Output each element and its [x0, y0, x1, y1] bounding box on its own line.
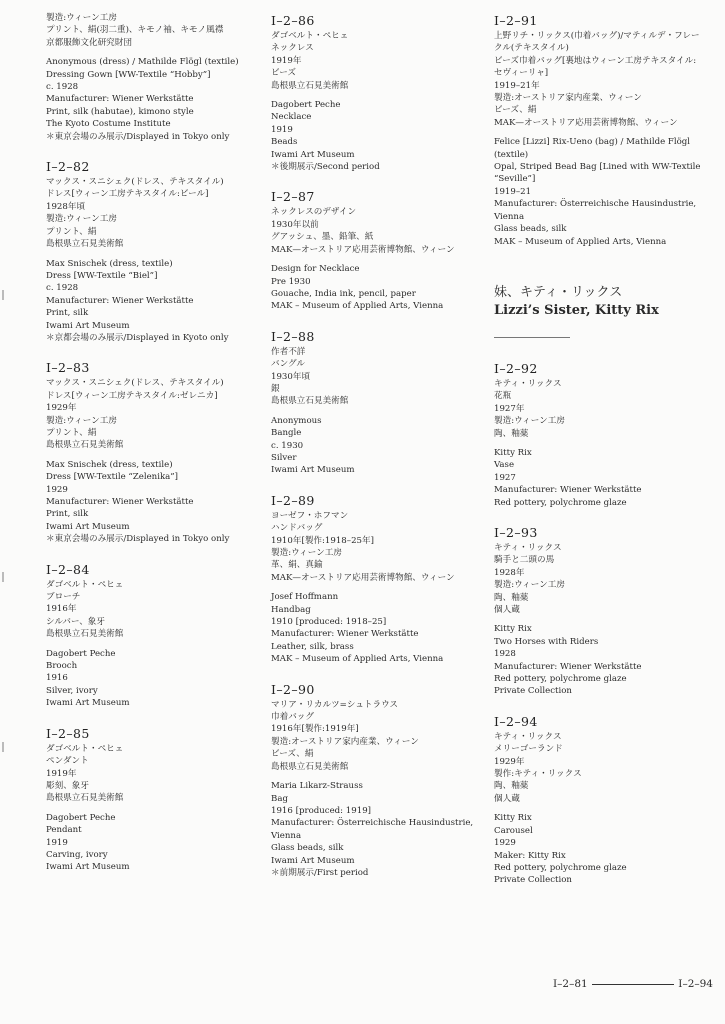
footer-range-start: I–2–81	[553, 978, 588, 990]
entry-line: 1919–21年	[494, 80, 540, 91]
entry-line: 花瓶	[494, 391, 512, 402]
entry-line: MAK—オーストリア応用芸術博物館、ウィーン	[271, 572, 455, 583]
entry-line: MAK – Museum of Applied Arts, Vienna	[271, 301, 444, 312]
entry-line: 1929	[494, 838, 516, 849]
entry-line: 島根県立石見美術館	[46, 440, 124, 451]
entry-line: 作者不詳	[271, 346, 306, 357]
entry-line: ドレス[ウィーン工房テキスタイル:ビール]	[46, 189, 209, 200]
entry-line: c. 1930	[271, 440, 304, 451]
entry-line: Max Snischek (dress, textile)	[46, 258, 173, 269]
catalog-column-2	[271, 12, 486, 879]
entry-line: ビーズ、絹	[494, 105, 537, 116]
entry-line: 製造:ウィーン工房	[494, 416, 565, 427]
entry-line: 島根県立石見美術館	[271, 80, 349, 91]
entry-number: I–2–89	[271, 492, 315, 508]
entry-number: I–2–91	[494, 13, 538, 28]
entry-line: プリント、絹	[46, 427, 97, 438]
entry-line: メリーゴーランド	[494, 744, 563, 755]
entry-gap	[271, 256, 486, 263]
entry-number: I–2–85	[46, 725, 90, 741]
entry-line: Vase	[494, 460, 515, 471]
entry-line: Silver	[271, 452, 297, 463]
catalog-column-3	[494, 12, 716, 887]
binding-mark	[2, 572, 4, 582]
footer-rule	[592, 984, 675, 985]
entry-line: ブローチ	[46, 592, 81, 603]
entry-line: 1916 [produced: 1919]	[271, 805, 372, 816]
entry-gap	[271, 92, 486, 99]
entry-line: 島根県立石見美術館	[46, 629, 124, 640]
catalog-entry	[494, 360, 716, 509]
catalog-column-3-bottom	[494, 360, 716, 887]
entry-line: Iwami Art Museum	[46, 862, 130, 873]
entry-line: 1919–21	[494, 186, 532, 197]
catalog-entry	[46, 561, 271, 710]
entry-line: 1928年頃	[46, 201, 86, 212]
entry-line: Kitty Rix	[494, 813, 532, 824]
entry-line: Manufacturer: Wiener Werkstätte	[494, 485, 642, 496]
entry-line: Brooch	[46, 661, 78, 672]
entry-line: Max Snischek (dress, textile)	[46, 459, 173, 470]
entry-line: 1919	[46, 837, 68, 848]
entry-line: Bag	[271, 793, 288, 804]
entry-line: 1930年以前	[271, 219, 319, 230]
entry-line: ヨーゼフ・ホフマン	[271, 510, 349, 521]
entry-line: 1916年	[46, 604, 77, 615]
entry-line: 島根県立石見美術館	[271, 396, 349, 407]
entry-line: 上野リチ・リックス(巾着バッグ)/マティルデ・フレー	[494, 31, 700, 41]
entry-line: Manufacturer: Wiener Werkstätte	[46, 94, 194, 105]
entry-line: Manufacturer: Wiener Werkstätte	[46, 497, 194, 507]
entry-gap	[271, 773, 486, 780]
entry-line: ネックレス	[271, 43, 314, 54]
entry-line: Gouache, India ink, pencil, paper	[271, 288, 416, 299]
section-heading	[494, 284, 716, 338]
entry-line: セヴィーリャ]	[494, 68, 549, 79]
entry-line: Print, silk (habutae), kimono style	[46, 106, 194, 117]
entry-line: 京都服飾文化研究財団	[46, 37, 132, 48]
entry-line: ＊東京会場のみ展示/Displayed in Tokyo only	[46, 534, 230, 545]
entry-line: 製造:ウィーン工房	[271, 548, 342, 558]
entry-line: 製造:オーストリア家内産業、ウィーン	[494, 93, 642, 104]
entry-line: キティ・リックス	[494, 378, 562, 389]
entry-gap	[46, 452, 271, 459]
entry-gap	[46, 805, 271, 812]
entry-line: 1927年	[494, 403, 525, 414]
entry-gap	[271, 584, 486, 591]
entry-line: Necklace	[271, 112, 312, 123]
entry-line: Bangle	[271, 428, 302, 439]
catalog-entry	[271, 12, 486, 173]
entry-line: Vienna	[271, 830, 302, 841]
entry-line: Vienna	[494, 211, 525, 222]
entry-line: ビーズ	[271, 68, 297, 79]
entry-line: ＊前期展示/First period	[271, 867, 369, 878]
entry-line: Manufacturer: Wiener Werkstätte	[494, 661, 642, 672]
entry-line: 1916年[製作:1919年]	[271, 724, 359, 735]
catalog-entry	[271, 681, 486, 880]
entry-line: MAK – Museum of Applied Arts, Vienna	[271, 654, 444, 665]
entry-line: ダゴベルト・ペヒェ	[271, 31, 349, 41]
entry-line: マックス・スニシェク(ドレス、テキスタイル)	[46, 177, 224, 188]
entry-line: 個人蔵	[494, 605, 520, 615]
catalog-entry	[271, 188, 486, 312]
entry-line: 製造:ウィーン工房	[46, 214, 117, 225]
entry-line: Iwami Art Museum	[46, 521, 130, 532]
entry-line: (textile)	[494, 149, 529, 160]
entry-line: Manufacturer: Österreichische Hausindustrie,	[494, 199, 697, 210]
entry-line: c. 1928	[46, 283, 79, 294]
entry-line: Pendant	[46, 825, 82, 836]
entry-line: Felice [Lizzi] Rix-Ueno (bag) / Mathilde Flögl	[494, 137, 691, 148]
entry-line: c. 1928	[46, 82, 79, 93]
catalog-column-3-top	[494, 12, 716, 248]
entry-line: 彫刻、象牙	[46, 780, 89, 791]
entry-line: 1927	[494, 472, 516, 483]
entry-line: プリント、絹	[46, 226, 97, 237]
entry-line: The Kyoto Costume Institute	[46, 119, 171, 130]
entry-line: Private Collection	[494, 686, 572, 697]
entry-line: 製造:ウィーン工房	[494, 580, 565, 591]
footer-range-end: I–2–94	[678, 978, 713, 990]
entry-line: Two Horses with Riders	[494, 636, 599, 647]
entry-line: Silver, ivory	[46, 685, 98, 696]
entry-line: ネックレスのデザイン	[271, 207, 357, 218]
entry-line: 1929	[46, 484, 68, 495]
entry-line: Handbag	[271, 604, 311, 615]
entry-line: ダゴベルト・ペヒェ	[46, 579, 124, 590]
entry-line: ビーズ巾着バッグ[裏地はウィーン工房テキスタイル:	[494, 55, 697, 66]
entry-number: I–2–83	[46, 360, 90, 376]
section-title-ja: 妹、キティ・リックス	[494, 284, 623, 300]
entry-line: 巾着バッグ	[271, 712, 314, 723]
entry-line: 島根県立石見美術館	[46, 793, 124, 804]
entry-line: 製造:ウィーン工房	[46, 13, 117, 23]
entry-line: 1928年	[494, 567, 525, 578]
entry-number: I–2–93	[494, 524, 538, 540]
entry-gap	[46, 641, 271, 648]
entry-line: 1916	[46, 673, 68, 684]
entry-line: Dress [WW-Textile “Biel”]	[46, 270, 158, 281]
entry-line: ペンダント	[46, 756, 89, 767]
entry-line: Print, silk	[46, 308, 89, 319]
catalog-entry	[46, 359, 271, 545]
entry-line: 製造:オーストリア家内産業、ウィーン	[271, 736, 419, 747]
binding-mark	[2, 742, 4, 752]
entry-number: I–2–82	[46, 159, 90, 175]
entry-line: Josef Hoffmann	[271, 592, 339, 603]
entry-number: I–2–86	[271, 13, 315, 28]
binding-mark	[2, 290, 4, 300]
entry-line: Pre 1930	[271, 276, 311, 287]
entry-line: 1910 [produced: 1918–25]	[271, 617, 387, 628]
entry-line: 1929年	[46, 403, 77, 414]
entry-line: 個人蔵	[494, 793, 520, 804]
entry-line: シルバー、象牙	[46, 616, 105, 627]
entry-line: Carving, ivory	[46, 849, 108, 860]
entry-line: Kitty Rix	[494, 447, 532, 458]
entry-line: Maria Likarz-Strauss	[271, 781, 363, 792]
entry-line: ＊後期展示/Second period	[271, 162, 380, 173]
entry-line: キティ・リックス	[494, 731, 562, 742]
entry-line: 島根県立石見美術館	[46, 239, 124, 250]
entry-line: Opal, Striped Bead Bag [Lined with WW-Textile	[494, 162, 701, 173]
entry-line: ＊東京会場のみ展示/Displayed in Tokyo only	[46, 131, 230, 142]
entry-gap	[494, 805, 716, 812]
entry-line: Red pottery, polychrome glaze	[494, 862, 627, 873]
entry-line: “Seville”]	[494, 174, 536, 185]
catalog-entry	[271, 328, 486, 477]
entry-line: 革、絹、真鍮	[271, 560, 323, 571]
catalog-entry	[46, 12, 271, 143]
entry-line: グアッシュ、墨、鉛筆、紙	[271, 232, 374, 243]
entry-line: Iwami Art Museum	[46, 320, 130, 331]
entry-line: Manufacturer: Wiener Werkstätte	[271, 629, 419, 640]
entry-gap	[271, 408, 486, 415]
entry-line: Dress [WW-Textile “Zelenika”]	[46, 472, 179, 483]
entry-number: I–2–94	[494, 713, 538, 729]
entry-number: I–2–87	[271, 189, 315, 205]
catalog-entry	[494, 12, 716, 248]
entry-gap	[494, 129, 716, 136]
entry-line: 1919	[271, 124, 293, 135]
entry-gap	[46, 251, 271, 258]
entry-line: Red pottery, polychrome glaze	[494, 674, 627, 685]
entry-line: Carousel	[494, 825, 533, 836]
entry-line: Beads	[271, 137, 298, 148]
entry-line: Anonymous	[271, 415, 322, 426]
entry-line: Iwami Art Museum	[46, 698, 130, 709]
entry-line: Iwami Art Museum	[271, 465, 355, 476]
entry-line: 陶、釉薬	[494, 592, 529, 603]
entry-line: ドレス[ウィーン工房テキスタイル:ゼレニカ]	[46, 390, 218, 401]
entry-line: Leather, silk, brass	[271, 641, 354, 652]
entry-line: 1930年頃	[271, 371, 311, 382]
entry-number: I–2–90	[271, 681, 315, 697]
catalog-entry	[271, 492, 486, 666]
entry-line: プリント、絹(羽二重)、キモノ袖、キモノ風襟	[46, 25, 224, 36]
entry-number: I–2–92	[494, 360, 538, 376]
entry-line: Glass beads, silk	[271, 843, 344, 854]
page-range-footer	[553, 977, 713, 991]
entry-line: Dressing Gown [WW-Textile “Hobby”]	[46, 69, 211, 80]
entry-line: 島根県立石見美術館	[271, 761, 349, 772]
entry-line: ビーズ、絹	[271, 749, 314, 760]
section-title-en: Lizzi’s Sister, Kitty Rix	[494, 302, 659, 318]
entry-line: 1928	[494, 649, 516, 660]
entry-line: 1919年	[46, 768, 77, 779]
entry-line: 製作:キティ・リックス	[494, 769, 582, 780]
entry-line: 騎手と二頭の馬	[494, 555, 555, 566]
entry-line: ハンドバッグ	[271, 523, 323, 534]
entry-line: Design for Necklace	[271, 264, 360, 275]
entry-line: キティ・リックス	[494, 542, 562, 553]
entry-line: 製造:ウィーン工房	[46, 415, 117, 426]
entry-line: マックス・スニシェク(ドレス、テキスタイル)	[46, 378, 224, 389]
entry-line: ダゴベルト・ペヒェ	[46, 743, 124, 754]
entry-line: Dagobert Peche	[46, 812, 116, 823]
entry-line: Iwami Art Museum	[271, 855, 355, 866]
entry-gap	[494, 616, 716, 623]
entry-line: MAK – Museum of Applied Arts, Vienna	[494, 236, 667, 247]
entry-line: ＊京都会場のみ展示/Displayed in Kyoto only	[46, 332, 229, 343]
entry-number: I–2–84	[46, 561, 90, 577]
entry-line: Anonymous (dress) / Mathilde Flögl (textile)	[46, 57, 239, 68]
entry-line: マリア・リカルツ=シュトラウス	[271, 699, 398, 710]
entry-line: 1929年	[494, 756, 525, 767]
entry-line: 1910年[製作:1918–25年]	[271, 535, 374, 546]
entry-line: Red pottery, polychrome glaze	[494, 497, 627, 508]
entry-line: Iwami Art Museum	[271, 149, 355, 160]
entry-line: 陶、釉薬	[494, 781, 529, 792]
entry-line: Dagobert Peche	[271, 100, 341, 111]
catalog-entry	[46, 725, 271, 874]
catalog-entry	[494, 713, 716, 887]
entry-line: Private Collection	[494, 875, 572, 886]
entry-line: 銀	[271, 383, 280, 394]
entry-line: MAK—オーストリア応用芸術博物館、ウィーン	[271, 244, 455, 255]
catalog-column-1	[46, 12, 271, 874]
entry-line: Dagobert Peche	[46, 648, 116, 659]
entry-line: Glass beads, silk	[494, 224, 567, 235]
entry-line: バングル	[271, 359, 305, 370]
catalog-entry	[494, 524, 716, 698]
entry-line: MAK—オーストリア応用芸術博物館、ウィーン	[494, 117, 678, 128]
entry-line: Manufacturer: Österreichische Hausindustrie,	[271, 818, 474, 829]
catalog-entry	[46, 158, 271, 344]
entry-line: クル(テキスタイル)	[494, 43, 569, 54]
entry-gap	[46, 49, 271, 56]
entry-gap	[494, 440, 716, 447]
entry-line: 1919年	[271, 55, 302, 66]
entry-number: I–2–88	[271, 328, 315, 344]
entry-line: Maker: Kitty Rix	[494, 850, 566, 861]
entry-line: 陶、釉薬	[494, 428, 529, 439]
entry-line: Kitty Rix	[494, 624, 532, 635]
entry-line: Print, silk	[46, 509, 89, 520]
entry-line: Manufacturer: Wiener Werkstätte	[46, 295, 194, 306]
